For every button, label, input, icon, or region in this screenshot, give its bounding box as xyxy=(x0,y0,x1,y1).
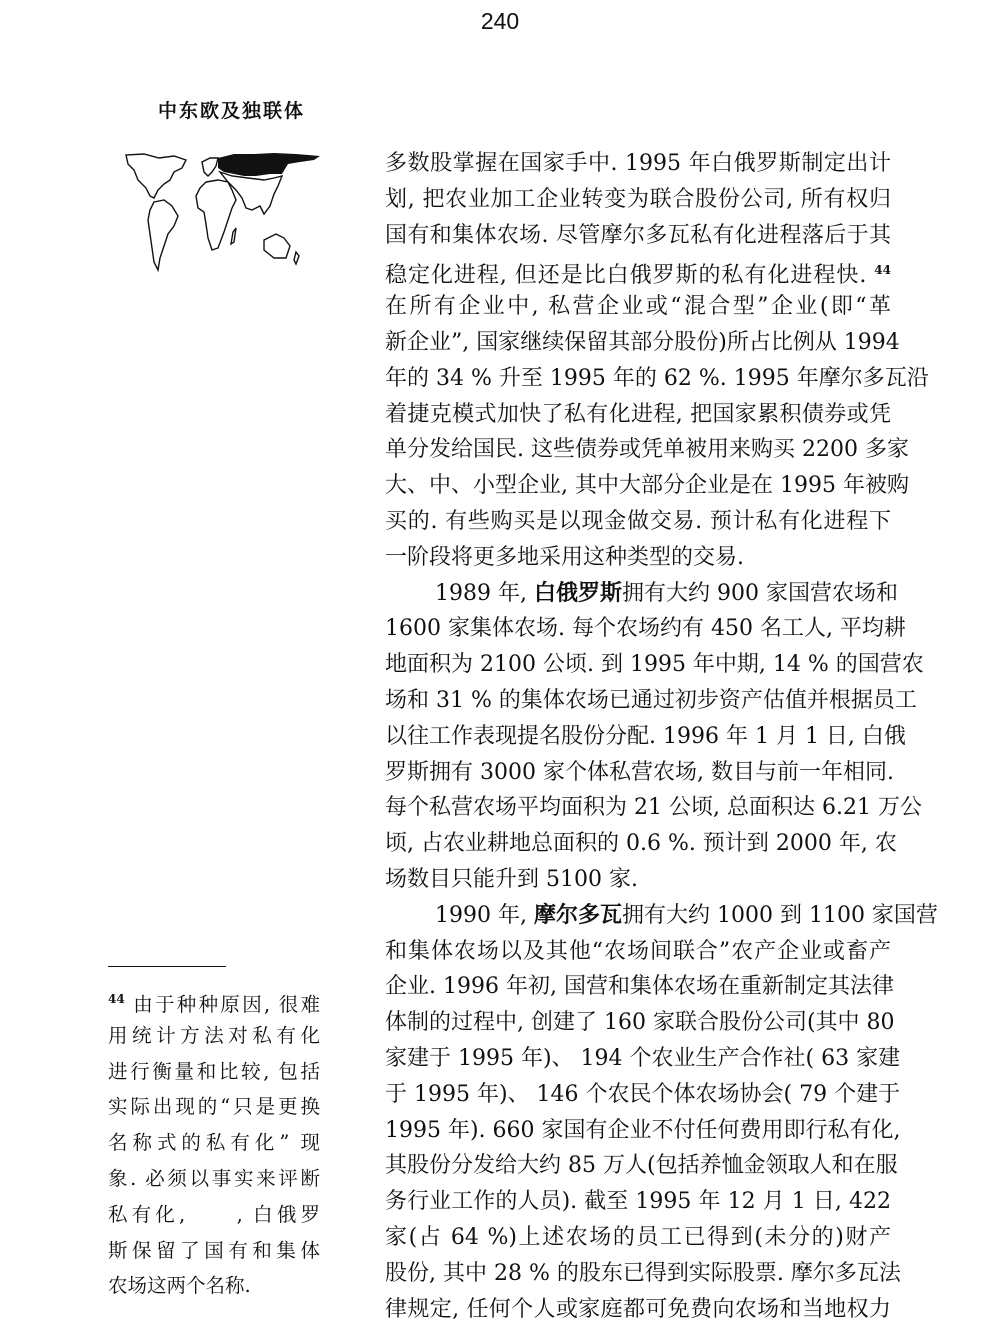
europe-outline xyxy=(202,158,218,176)
footnote-line: 名称式的私有化” 现 xyxy=(108,1131,320,1155)
paragraph xyxy=(385,898,938,1328)
text-line: 务行业工作的人员). 截至 1995 年 12 月 1 日, 422 xyxy=(385,1189,891,1215)
footnote-line: 进行衡量和比较, 包括 xyxy=(108,1059,320,1083)
text-line: 股份, 其中 28 % 的股东已得到实际股票. 摩尔多瓦法 xyxy=(385,1260,901,1286)
footnote-text: 由于种种原因, 很难 xyxy=(133,993,320,1016)
bold-country-name: 白俄罗斯 xyxy=(533,579,622,606)
paragraph xyxy=(385,576,924,898)
main-text-column xyxy=(385,146,938,1327)
text-line: 1995 年). 660 家国有企业不付任何费用即行私有化, xyxy=(385,1117,901,1143)
text-line: 罗斯拥有 3000 家个体私营农场, 数目与前一年相同. xyxy=(385,759,894,785)
footnote-number: 44 xyxy=(108,992,125,1006)
text-line: 企业. 1996 年初, 国营和集体农场在重新制定其法律 xyxy=(385,974,894,1000)
world-map-icon xyxy=(124,150,324,285)
text-line: 顷, 占农业耕地总面积的 0.6 %. 预计到 2000 年, 农 xyxy=(385,831,897,857)
footnote-line: 私有化, , 白俄罗 xyxy=(108,1202,320,1226)
text-line: 场和 31 % 的集体农场已通过初步资产估值并根据员工 xyxy=(385,687,917,713)
africa-outline xyxy=(196,180,236,250)
footnote-line: 实际出现的“只是更换 xyxy=(108,1095,320,1119)
text-line xyxy=(385,253,891,289)
text-line: 家(占 64 %)上述农场的员工已得到(未分的)财产 xyxy=(385,1224,891,1250)
page-number: 240 xyxy=(480,8,520,34)
text-line: 以往工作表现提名股份分配. 1996 年 1 月 1 日, 白俄 xyxy=(385,723,906,749)
footnote xyxy=(108,982,320,1304)
new-zealand-outline xyxy=(294,252,299,264)
text-line: 家建于 1995 年)、 194 个农业生产合作社( 63 家建 xyxy=(385,1045,901,1071)
text-segment: 拥有大约 900 家国营农场和 xyxy=(621,580,898,606)
text-line: 体制的过程中, 创建了 160 家联合股份公司(其中 80 xyxy=(385,1010,895,1036)
text-line: 场数目只能升到 5100 家. xyxy=(385,866,638,892)
text-line xyxy=(385,898,938,934)
text-line: 每个私营农场平均面积为 21 公顷, 总面积达 6.21 万公 xyxy=(385,795,922,821)
footnote-line xyxy=(108,982,320,1018)
text-line: 一阶段将更多地采用这种类型的交易. xyxy=(385,544,744,570)
text-line: 国有和集体农场. 尽管摩尔多瓦私有化进程落后于其 xyxy=(385,222,891,248)
text-line: 划, 把农业加工企业转变为联合股份公司, 所有权归 xyxy=(385,186,891,212)
section-title: 中东欧及独联体 xyxy=(158,100,306,122)
text-line: 大、中、小型企业, 其中大部分企业是在 1995 年被购 xyxy=(385,473,909,499)
australia-outline xyxy=(264,234,290,258)
madagascar-outline xyxy=(231,228,236,244)
text-line: 多数股掌握在国家手中. 1995 年白俄罗斯制定出计 xyxy=(385,151,891,176)
text-line: 买的. 有些购买是以现金做交易. 预计私有化进程下 xyxy=(385,508,891,534)
text-line: 于 1995 年)、 146 个农民个体农场协会( 79 个建于 xyxy=(385,1081,901,1107)
paragraph xyxy=(385,146,929,576)
text-segment: 1990 年, xyxy=(435,902,534,928)
text-line: 着捷克模式加快了私有化进程, 把国家累积债券或凭 xyxy=(385,401,891,427)
footnote-line: 象. 必须以事实来评断 xyxy=(108,1166,320,1190)
footnote-divider xyxy=(108,966,226,967)
text-line: 其股份分发给大约 85 万人(包括养恤金领取人和在服 xyxy=(385,1153,898,1179)
text-line: 律规定, 任何个人或家庭都可免费向农场和当地权力 xyxy=(385,1296,891,1322)
footnote-reference[interactable]: 44 xyxy=(874,263,891,278)
text-line: 在所有企业中, 私营企业或“混合型”企业(即“革 xyxy=(385,294,891,320)
text-line: 地面积为 2100 公顷. 到 1995 年中期, 14 % 的国营农 xyxy=(385,652,924,678)
text-line: 新企业”, 国家继续保留其部分股份)所占比例从 1994 xyxy=(385,329,900,355)
highlighted-region-cis xyxy=(218,153,320,176)
footnote-line: 用统计方法对私有化 xyxy=(108,1023,320,1047)
footnote-line: 斯保留了国有和集体 xyxy=(108,1238,320,1262)
south-america-outline xyxy=(148,200,178,270)
asia-outline xyxy=(220,172,282,214)
text-line: 年的 34 % 升至 1995 年的 62 %. 1995 年摩尔多瓦沿 xyxy=(385,365,929,391)
text-line xyxy=(385,576,898,612)
bold-country-name: 摩尔多瓦 xyxy=(533,901,622,928)
text-segment: 拥有大约 1000 到 1100 家国营 xyxy=(621,902,938,928)
text-line: 单分发给国民. 这些债券或凭单被用来购买 2200 多家 xyxy=(385,437,909,463)
footnote-line: 农场这两个名称. xyxy=(108,1274,251,1298)
text-segment: 稳定化进程, 但还是比白俄罗斯的私有化进程快. xyxy=(385,263,875,289)
text-line: 1600 家集体农场. 每个农场约有 450 名工人, 平均耕 xyxy=(385,616,906,642)
north-america-outline xyxy=(126,154,186,198)
text-segment: 1989 年, xyxy=(435,580,534,606)
text-line: 和集体农场以及其他“农场间联合”农产企业或畜产 xyxy=(385,938,891,964)
